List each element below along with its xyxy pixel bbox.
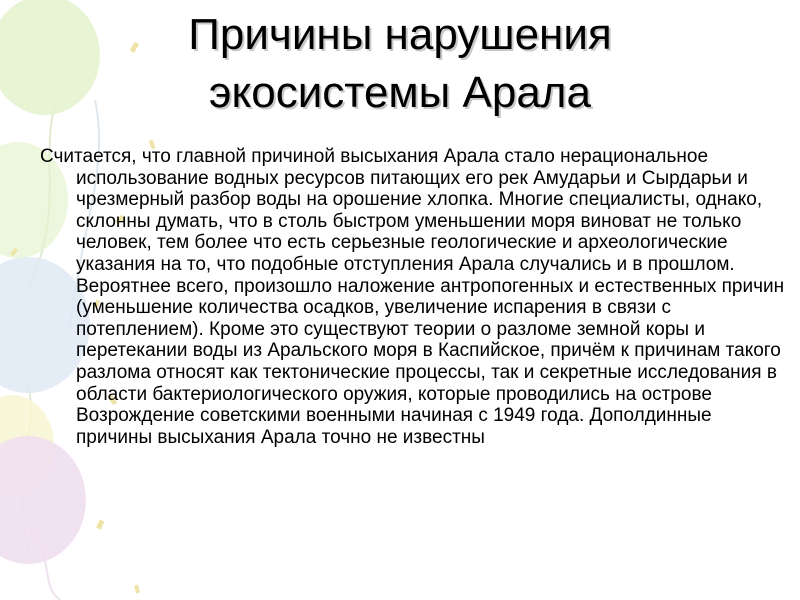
- slide-body-text: Считается, что главной причиной высыхания Арала стало нерациональное использование водных ресурсов питающих его рек Амударьи и Сырдарьи и чрезмерный разбор воды на орошение хлопка. Многие специалисты, однако, склонны думать, что в столь быстром уменьшении моря виноват не только человек, тем более что есть серьезные геологические и археологические указания на то, что подобные отступления Арала случались и в прошлом. Вероятнее всего, произошло наложение антропогенных и естественных причин (уменьшение количества осадков, увеличение испарения в связи с потеплением). Кроме это существуют теории о разломе земной коры и перетекании воды из Аральского моря в Каспийское, причём к причинам такого разлома относят как тектонические процессы, так и секретные исследования в области бактериологического оружия, которые проводились на острове Возрождение советскими военными начиная с 1949 года. Дополдинные причины высыхания Арала точно не известны: [40, 146, 785, 448]
- slide-title-line-2: экосистемы Арала: [209, 68, 591, 117]
- slide-title-line-1: Причины нарушения: [188, 10, 612, 59]
- slide-title: [60, 6, 740, 122]
- balloon-pink: [0, 436, 86, 564]
